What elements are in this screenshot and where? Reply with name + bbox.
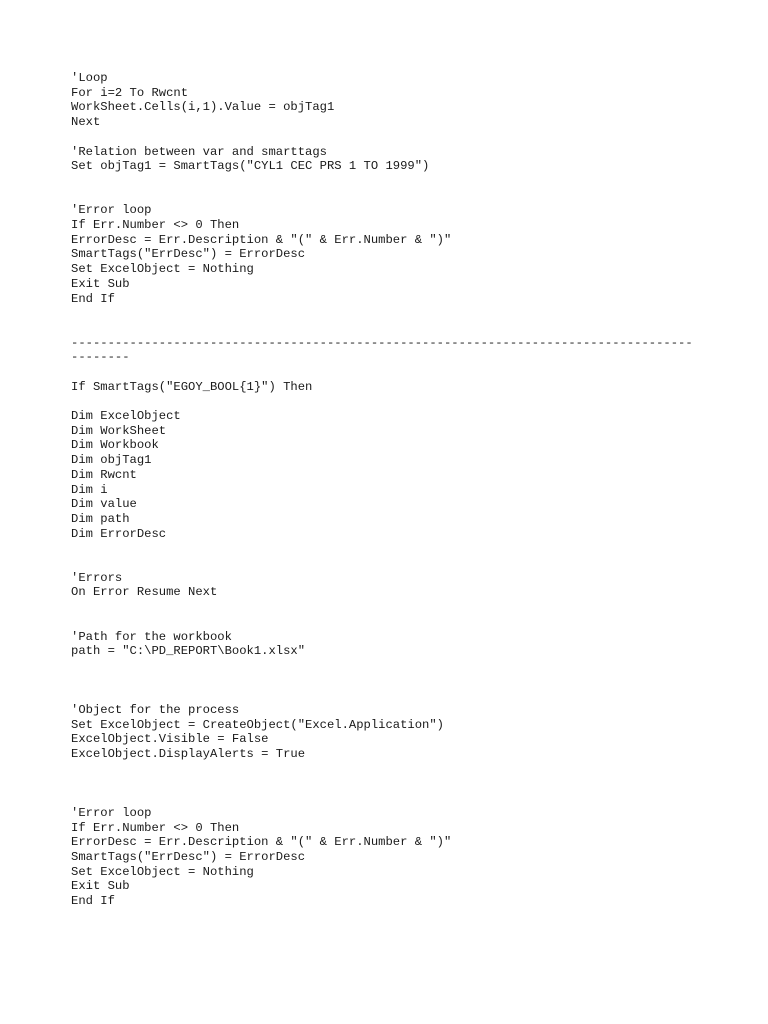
blank-line xyxy=(71,600,711,615)
code-line: SmartTags("ErrDesc") = ErrorDesc xyxy=(71,850,306,864)
code-line: Exit Sub xyxy=(71,276,130,291)
blank-line xyxy=(71,762,711,777)
blank-line xyxy=(71,791,711,806)
code-line: Dim Rwcnt xyxy=(71,467,137,482)
code-line: 'Path for the workbook xyxy=(71,629,232,644)
blank-line xyxy=(71,688,711,703)
code-line: ------------------------------------------------------------------------------------- xyxy=(71,335,693,350)
code-line: Set objTag1 = SmartTags("CYL1 CEC PRS 1 TO 1999") xyxy=(71,159,430,174)
code-line: ExcelObject.Visible = False xyxy=(71,732,269,747)
code-line: If Err.Number <> 0 Then xyxy=(71,820,240,835)
blank-line xyxy=(71,321,711,336)
code-line: 'Error loop xyxy=(71,805,152,820)
blank-line xyxy=(71,394,711,409)
code-line: If Err.Number <> 0 Then xyxy=(71,217,240,232)
code-line: ExcelObject.DisplayAlerts = True xyxy=(71,747,306,762)
blank-line xyxy=(71,659,711,674)
code-line: ErrorDesc = Err.Description & "(" & Err.Number & ")" xyxy=(71,232,452,247)
code-line: Dim ErrorDesc xyxy=(71,526,167,541)
code-line: Dim path xyxy=(71,511,130,526)
blank-line xyxy=(71,615,711,630)
code-line: WorkSheet.Cells(i,1).Value = objTag1 xyxy=(71,100,335,115)
code-line: End If xyxy=(71,894,115,909)
blank-line xyxy=(71,174,711,189)
code-line: Dim value xyxy=(71,497,137,512)
code-line: 'Object for the process xyxy=(71,703,240,718)
code-listing xyxy=(71,71,711,909)
code-line: Set ExcelObject = CreateObject("Excel.Application") xyxy=(71,717,444,732)
code-line: Set ExcelObject = Nothing xyxy=(71,262,254,277)
code-line: End If xyxy=(71,291,115,306)
code-line: 'Error loop xyxy=(71,203,152,218)
code-line: Dim ExcelObject xyxy=(71,409,181,424)
code-line: 'Loop xyxy=(71,71,108,85)
code-line: path = "C:\PD_REPORT\Book1.xlsx" xyxy=(71,644,306,659)
blank-line xyxy=(71,306,711,321)
code-line: Dim WorkSheet xyxy=(71,423,167,438)
code-line: Exit Sub xyxy=(71,879,130,894)
blank-line xyxy=(71,130,711,145)
code-line: For i=2 To Rwcnt xyxy=(71,85,189,100)
code-line: 'Errors xyxy=(71,570,123,585)
blank-line xyxy=(71,541,711,556)
blank-line xyxy=(71,189,711,204)
code-line: SmartTags("ErrDesc") = ErrorDesc xyxy=(71,247,306,262)
code-line: On Error Resume Next xyxy=(71,585,218,600)
blank-line xyxy=(71,674,711,689)
code-line: Dim Workbook xyxy=(71,438,159,453)
code-line: Set ExcelObject = Nothing xyxy=(71,864,254,879)
code-line: 'Relation between var and smarttags xyxy=(71,144,327,159)
code-line: Dim i xyxy=(71,482,108,497)
blank-line xyxy=(71,556,711,571)
code-line: -------- xyxy=(71,350,130,365)
blank-line xyxy=(71,777,711,792)
blank-line xyxy=(71,365,711,380)
code-line: Dim objTag1 xyxy=(71,453,152,468)
code-line: Next xyxy=(71,115,101,130)
code-line: If SmartTags("EGOY_BOOL{1}") Then xyxy=(71,379,313,394)
code-line: ErrorDesc = Err.Description & "(" & Err.Number & ")" xyxy=(71,835,452,850)
